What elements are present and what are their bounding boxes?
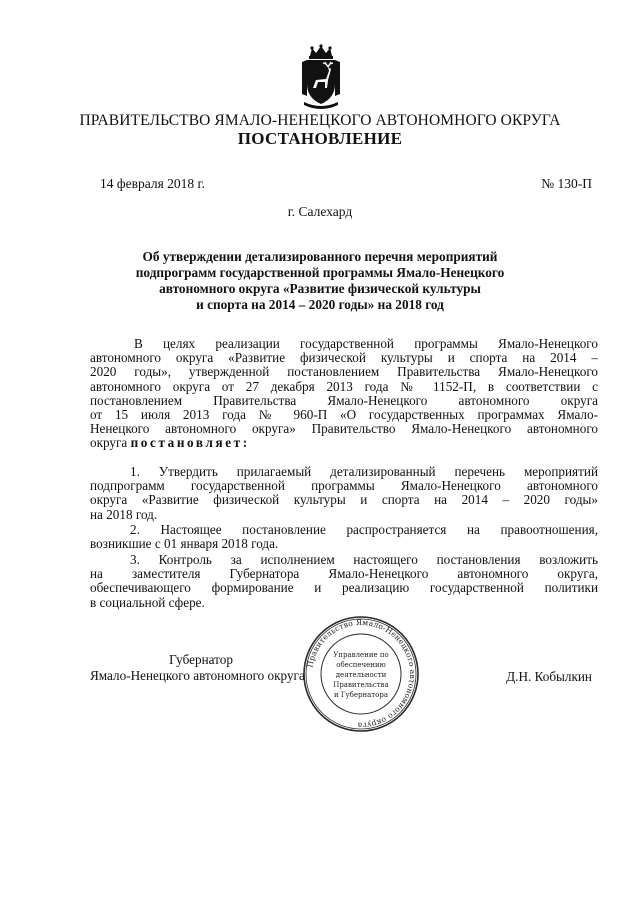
resolution-item-1 xyxy=(90,465,598,522)
text-line: 3. Контроль за исполнением настоящего постановления возложить xyxy=(130,552,598,567)
title-line: и спорта на 2014 – 2020 годы» на 2018 год xyxy=(196,297,444,312)
official-stamp xyxy=(302,615,420,733)
text-line: постановлением Правительства Ямало-Ненецкого автономного округа xyxy=(90,392,598,408)
position-line: Губернатор xyxy=(169,652,233,667)
stamp-center-line: обеспечению xyxy=(336,661,386,669)
title-line: Об утверждении детализированного перечня мероприятий xyxy=(142,249,498,264)
title-line: автономного округа «Развитие физической культуры xyxy=(159,281,481,296)
preamble-paragraph xyxy=(90,337,598,451)
text-line: автономного округа «Развитие физической культуры и спорта на 2014 – xyxy=(90,350,598,366)
text-line: 1. Утвердить прилагаемый детализированный перечень мероприятий xyxy=(130,464,598,479)
document-city: г. Салехард xyxy=(287,204,353,219)
resolution-item-3 xyxy=(90,553,598,610)
government-name: ПРАВИТЕЛЬСТВО ЯМАЛО-НЕНЕЦКОГО АВТОНОМНОГО ОКРУГА xyxy=(79,112,561,129)
signatory-position xyxy=(90,652,312,684)
text-line: возникшие с 01 января 2018 года. xyxy=(90,536,279,552)
stamp-center-line: Правительства xyxy=(333,681,389,689)
document-number: № 130-П xyxy=(541,176,592,191)
position-line: Ямало-Ненецкого автономного округа xyxy=(90,668,305,683)
text-line: в социальной сфере. xyxy=(90,594,205,610)
text-line: автономного округа от 27 декабря 2013 года № 1152-П, в соответствии с xyxy=(90,378,598,394)
resolution-item-2 xyxy=(90,523,598,551)
text-line: от 15 июля 2013 года № 960-П «О государственных программах Ямало- xyxy=(90,406,598,422)
coat-of-arms-emblem xyxy=(298,44,344,110)
yanao-coat-of-arms-icon xyxy=(298,44,344,110)
text-line: подпрограмм государственной программы Ямало-Ненецкого автономного xyxy=(90,478,598,494)
signatory-name: Д.Н. Кобылкин xyxy=(506,669,592,684)
text-line: на заместителя Губернатора Ямало-Ненецкого автономного округа, xyxy=(90,566,598,582)
text-line: обеспечивающего формирование и реализацию государственной политики xyxy=(90,580,598,596)
text-line: 2020 годы», утвержденной постановлением Правительства Ямало-Ненецкого xyxy=(90,364,598,380)
text-line: на 2018 год. xyxy=(90,506,158,522)
preamble-prefix: округа xyxy=(90,435,131,451)
text-line: округа «Развитие физической культуры и спорта на 2014 – 2020 годы» xyxy=(90,492,598,508)
stamp-center-line: деятельности xyxy=(335,671,387,679)
text-line: Ненецкого автономного округа» Правительство Ямало-Ненецкого автономного xyxy=(90,421,598,437)
resolves-word: постановляет: xyxy=(130,435,250,451)
stamp-center-line: и Губернатора xyxy=(333,691,389,699)
document-date: 14 февраля 2018 г. xyxy=(100,176,205,191)
stamp-center-line: Управление по xyxy=(333,651,389,659)
document-type: ПОСТАНОВЛЕНИЕ xyxy=(237,129,403,148)
title-line: подпрограмм государственной программы Ямало-Ненецкого xyxy=(135,265,505,280)
text-line xyxy=(90,436,598,450)
text-line: 2. Настоящее постановление распространяется на правоотношения, xyxy=(130,522,598,537)
stamp-ring-text: Правительство Ямало-Ненецкого автономного округа xyxy=(305,617,418,731)
text-line: В целях реализации государственной программы Ямало-Ненецкого xyxy=(134,336,598,351)
document-title xyxy=(120,249,520,313)
stamp-seal-icon xyxy=(302,615,420,733)
